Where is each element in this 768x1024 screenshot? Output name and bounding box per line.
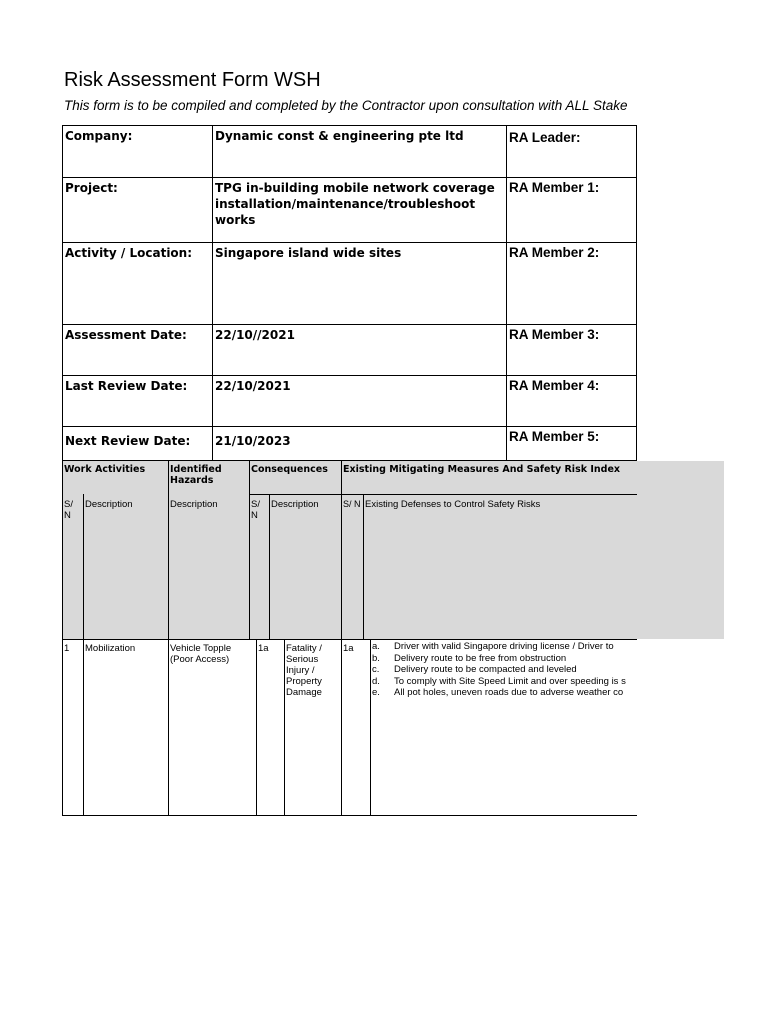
list-item: e. All pot holes, uneven roads due to adverse weather co [372,687,624,698]
grid-line [62,815,637,816]
list-item: a. Driver with valid Singapore driving license / Driver to [372,641,614,652]
header-row-assessment-date [63,325,637,376]
next-review-label: Next Review Date: [63,427,213,461]
subheader-existing-defenses: Existing Defenses to Control Safety Risks [365,499,541,510]
last-review-label: Last Review Date: [63,376,213,427]
assessment-date-value: 22/10//2021 [213,325,507,376]
list-item: b. Delivery route to be free from obstruction [372,652,567,664]
grid-line [256,639,257,816]
grid-line [249,461,250,640]
next-review-value: 21/10/2023 [213,427,507,461]
ra-member-4-label: RA Member 4: [507,376,637,427]
row-consequence: Fatality / Serious Injury / Property Damage [286,643,322,698]
grid-line [168,461,169,816]
project-value: TPG in-building mobile network coverage installation/maintenance/troubleshoot works [213,178,507,243]
list-item: c. Delivery route to be compacted and leveled [372,664,577,675]
subheader-activity-description: Description [85,499,133,510]
activity-label: Activity / Location: [63,243,213,325]
header-row-activity [63,243,637,325]
company-value: Dynamic const & engineering pte ltd [213,126,507,178]
grid-line [370,639,371,816]
header-row-next-review [63,427,637,461]
row-measure-sn: 1a [343,643,354,654]
row-hazard-sn: 1a [258,643,269,654]
header-row-last-review [63,376,637,427]
row-hazard: Vehicle Topple (Poor Access) [170,643,232,665]
grid-line [341,461,342,816]
header-info-table [62,125,637,461]
row-sn: 1 [64,643,70,654]
ra-member-1-label: RA Member 1: [507,178,637,243]
group-mitigating-measures: Existing Mitigating Measures And Safety Risk Index [343,464,621,475]
header-row-project [63,178,637,243]
ra-member-2-label: RA Member 2: [507,243,637,325]
grid-line [269,494,270,640]
grid-line [250,494,637,495]
ra-member-3-label: RA Member 3: [507,325,637,376]
ra-member-5-label: RA Member 5: [507,427,637,461]
last-review-value: 22/10/2021 [213,376,507,427]
group-identified-hazards: Identified Hazards [170,464,222,486]
form-subtitle: This form is to be compiled and completed by the Contractor upon consultation with ALL Stake [64,98,628,113]
subheader-consequence-description: Description [271,499,319,510]
form-title: Risk Assessment Form WSH [64,69,321,91]
ra-leader-label: RA Leader: [507,126,637,178]
assessment-date-label: Assessment Date: [63,325,213,376]
measures-list [372,641,626,699]
activity-value: Singapore island wide sites [213,243,507,325]
project-label: Project: [63,178,213,243]
subheader-sn: S/ N [64,499,73,521]
grid-line [363,494,364,640]
list-item: d. To comply with Site Speed Limit and over speeding is s [372,675,626,687]
subheader-hazard-description: Description [170,499,218,510]
row-activity: Mobilization [85,643,136,654]
group-work-activities: Work Activities [64,464,146,475]
grid-line [83,494,84,816]
company-label: Company: [63,126,213,178]
group-consequences: Consequences [251,464,328,475]
grid-line [62,639,637,640]
header-row-company [63,126,637,178]
subheader-measure-sn: S/ N [343,499,361,509]
subheader-consequence-sn: S/ N [251,499,260,521]
